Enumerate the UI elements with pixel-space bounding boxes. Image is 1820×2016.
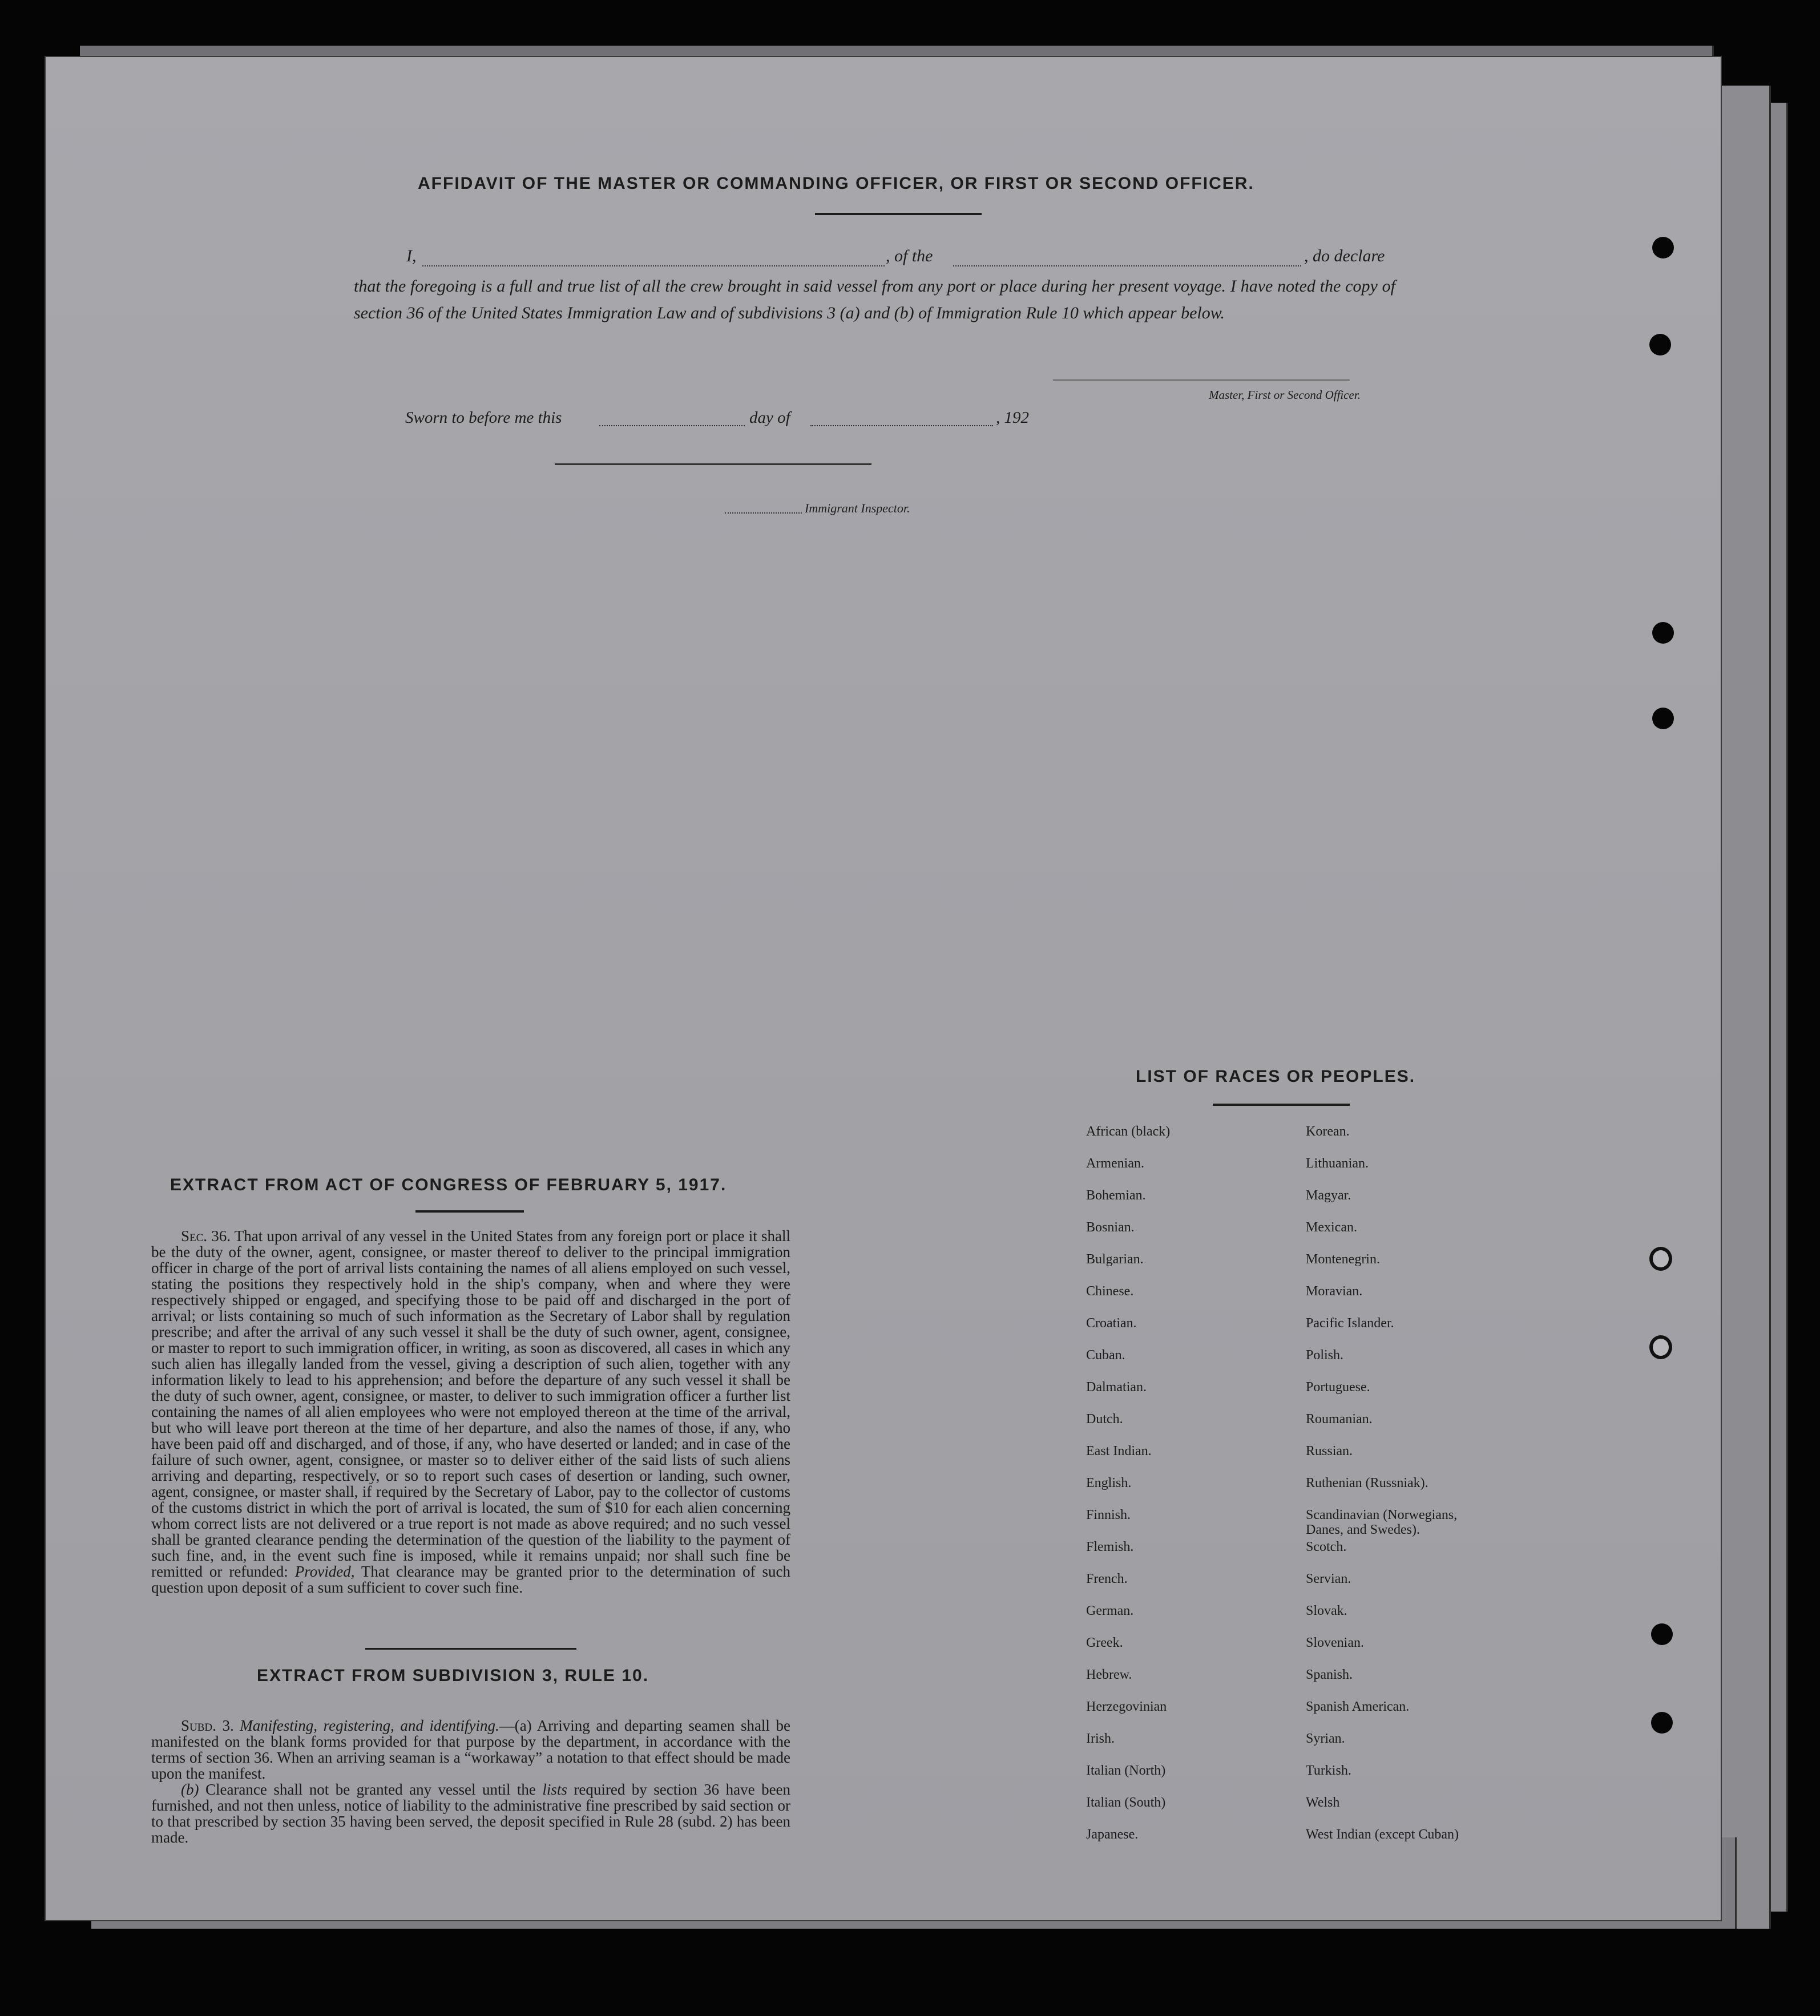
race-item-right: Moravian. <box>1306 1284 1363 1299</box>
race-item-right: Lithuanian. <box>1306 1156 1369 1171</box>
binder-hole <box>1649 1247 1672 1271</box>
act-extract-end-rule <box>365 1648 576 1650</box>
race-item-right: Roumanian. <box>1306 1412 1373 1427</box>
race-item-right: West Indian (except Cuban) <box>1306 1827 1459 1842</box>
race-item-left: Italian (North) <box>1086 1763 1166 1778</box>
races-title-rule <box>1213 1104 1350 1106</box>
race-item-left: Armenian. <box>1086 1156 1144 1171</box>
race-item-left: Cuban. <box>1086 1348 1125 1363</box>
race-item-left: Dalmatian. <box>1086 1380 1147 1395</box>
race-item-right: Scandinavian (Norwegians, Danes, and Swedes). <box>1306 1508 1458 1537</box>
para-b-text-2: required by section 36 have been furnished, and not then unless, notice of liability to the administrative fine prescribed by said section or to that prescribed by section 35 having been served, the deposit specified in Rule 28 (subd. 2) has been made. <box>151 1781 791 1846</box>
para-b-label: (b) <box>181 1781 199 1798</box>
race-item-left: German. <box>1086 1603 1134 1618</box>
race-item-left: Bosnian. <box>1086 1220 1135 1235</box>
race-item-right: Montenegrin. <box>1306 1252 1380 1267</box>
race-item-right: Scotch. <box>1306 1540 1347 1554</box>
affidavit-title-rule <box>815 213 982 215</box>
binder-hole <box>1652 237 1674 258</box>
sworn-year: , 192 <box>996 409 1029 427</box>
binder-hole <box>1651 1712 1673 1734</box>
proviso-word: Provided, <box>294 1563 355 1580</box>
race-item-right: Servian. <box>1306 1571 1351 1586</box>
race-item-left: Dutch. <box>1086 1412 1123 1427</box>
affidavit-title: AFFIDAVIT OF THE MASTER OR COMMANDING OFFICER, OR FIRST OR SECOND OFFICER. <box>418 174 1254 193</box>
race-item-right: Mexican. <box>1306 1220 1357 1235</box>
declaration-do-declare: , do declare <box>1304 247 1385 265</box>
act-extract-title: EXTRACT FROM ACT OF CONGRESS OF FEBRUARY 5, 1917. <box>170 1175 727 1194</box>
declaration-i: I, <box>406 247 417 265</box>
rule-extract-body <box>151 1718 790 1845</box>
race-item-left: Irish. <box>1086 1731 1115 1746</box>
race-item-right: Slovenian. <box>1306 1635 1364 1650</box>
race-item-right: Spanish American. <box>1306 1699 1410 1714</box>
binder-hole <box>1649 1335 1672 1359</box>
inspector-caption-line <box>725 512 802 514</box>
race-item-right: Korean. <box>1306 1124 1350 1139</box>
binder-hole <box>1652 622 1674 644</box>
race-item-right: Russian. <box>1306 1444 1353 1459</box>
proviso-text: That clearance may be granted prior to the determination of such question upon deposit of a sum sufficient to cover such fine. <box>151 1563 790 1596</box>
sworn-day-of: day of <box>749 409 790 427</box>
race-item-right: Syrian. <box>1306 1731 1345 1746</box>
race-item-left: Flemish. <box>1086 1540 1134 1554</box>
para-b-lists: lists <box>542 1781 567 1798</box>
para-a-label: —(a) <box>499 1717 532 1734</box>
sworn-month-line[interactable] <box>810 425 993 426</box>
race-item-right: Magyar. <box>1306 1188 1351 1203</box>
rule-extract-title: EXTRACT FROM SUBDIVISION 3, RULE 10. <box>257 1666 649 1685</box>
sworn-day-line[interactable] <box>599 425 745 426</box>
document-page <box>46 57 1721 1920</box>
act-extract-body <box>151 1228 790 1595</box>
subd-label: Subd. 3. <box>181 1717 234 1734</box>
race-item-left: Finnish. <box>1086 1508 1131 1522</box>
para-b-text-1: Clearance shall not be granted any vessel until the <box>205 1781 536 1798</box>
race-item-left: Herzegovinian <box>1086 1699 1167 1714</box>
race-item-left: Bulgarian. <box>1086 1252 1144 1267</box>
race-item-left: French. <box>1086 1571 1128 1586</box>
act-extract-title-rule <box>415 1210 524 1213</box>
race-item-left: African (black) <box>1086 1124 1171 1139</box>
race-item-right: Pacific Islander. <box>1306 1316 1394 1331</box>
race-item-right: Portuguese. <box>1306 1380 1370 1395</box>
race-item-left: Japanese. <box>1086 1827 1139 1842</box>
vessel-name-line[interactable] <box>953 265 1301 266</box>
race-item-right: Polish. <box>1306 1348 1344 1363</box>
race-item-left: Greek. <box>1086 1635 1123 1650</box>
race-item-left: Bohemian. <box>1086 1188 1146 1203</box>
race-item-left: Croatian. <box>1086 1316 1137 1331</box>
race-item-left: Hebrew. <box>1086 1667 1132 1682</box>
declaration-body: that the foregoing is a full and true list of all the crew brought in said vessel from any port or place during her present voyage. I have noted the copy of section 36 of the United States Immigration Law and of subdivisions 3 (a) and (b) of Immigration Rule 10 which appear below. <box>354 277 1395 322</box>
race-item-right: Spanish. <box>1306 1667 1353 1682</box>
officer-signature-line[interactable] <box>1053 379 1350 381</box>
section-36-text: That upon arrival of any vessel in the United States from any foreign port or place it shall be the duty of the owner, agent, consignee, or master thereof to deliver to the principal immigration officer in charge of the port of arrival lists containing the names of all aliens employed on such vessel, stating the positions they respectively hold in the ship's company, when and where they were respectively shipped or engaged, and specifying those to be paid off and discharged in the port of arrival; or lists containing so much of such information as the Secretary of Labor shall by regulation prescribe; and after the arrival of any such vessel it shall be the duty of such owner, agent, consignee, or master to report to such immigration officer, in writing, as soon as discovered, all cases in which any such alien has illegally landed from the vessel, giving a description of such alien, together with any information likely to lead to his apprehension; and before the departure of any such vessel it shall be the duty of such owner, agent, consignee, or master, to deliver to such immigration officer a further list containing the names of all alien employees who were not employed thereon at the time of the arrival, but who will leave port thereon at the time of her departure, and also the names of those, if any, who have been paid off and discharged, and of those, if any, who have deserted or landed; and in case of the failure of such owner, agent, consignee, or master so to deliver either of the said lists of such aliens arriving and departing, respectively, or so to report such cases of desertion or landing, such owner, agent, consignee, or master shall, if required by the Secretary of Labor, pay to the collector of customs of the customs district in which the port of arrival is located, the sum of $10 for each alien concerning whom correct lists are not delivered or a true report is not made as above required; and no such vessel shall be granted clearance pending the determination of the question of the liability to the payment of such fine, and, in the event such fine is imposed, while it remains unpaid; nor shall such fine be remitted or refunded: <box>151 1227 791 1580</box>
binder-hole <box>1651 1623 1673 1645</box>
binder-hole <box>1649 334 1671 355</box>
subd-heading: Manifesting, registering, and identifying. <box>240 1717 499 1734</box>
binder-hole <box>1652 708 1674 729</box>
section-label: Sec. 36. <box>181 1227 231 1245</box>
race-item-left: English. <box>1086 1476 1132 1490</box>
sworn-prefix: Sworn to before me this <box>405 409 562 427</box>
race-item-left: Italian (South) <box>1086 1795 1166 1810</box>
race-item-left: East Indian. <box>1086 1444 1152 1459</box>
officer-signature-caption: Master, First or Second Officer. <box>1209 388 1361 402</box>
race-item-right: Slovak. <box>1306 1603 1347 1618</box>
inspector-caption: Immigrant Inspector. <box>805 501 910 515</box>
race-item-right: Turkish. <box>1306 1763 1351 1778</box>
declarant-name-line[interactable] <box>422 265 885 266</box>
para-a-text: Arriving and departing seamen shall be manifested on the blank forms provided for that purpose by the department, in accordance with the terms of section 36. When an arriving seaman is a “workaway” a notation to that effect should be made upon the manifest. <box>151 1717 790 1782</box>
race-item-left: Chinese. <box>1086 1284 1134 1299</box>
races-title: LIST OF RACES OR PEOPLES. <box>1136 1067 1416 1086</box>
inspector-signature-line[interactable] <box>555 463 871 465</box>
race-item-right: Welsh <box>1306 1795 1340 1810</box>
declaration-of-the: , of the <box>886 247 933 265</box>
race-item-right: Ruthenian (Russniak). <box>1306 1476 1428 1490</box>
